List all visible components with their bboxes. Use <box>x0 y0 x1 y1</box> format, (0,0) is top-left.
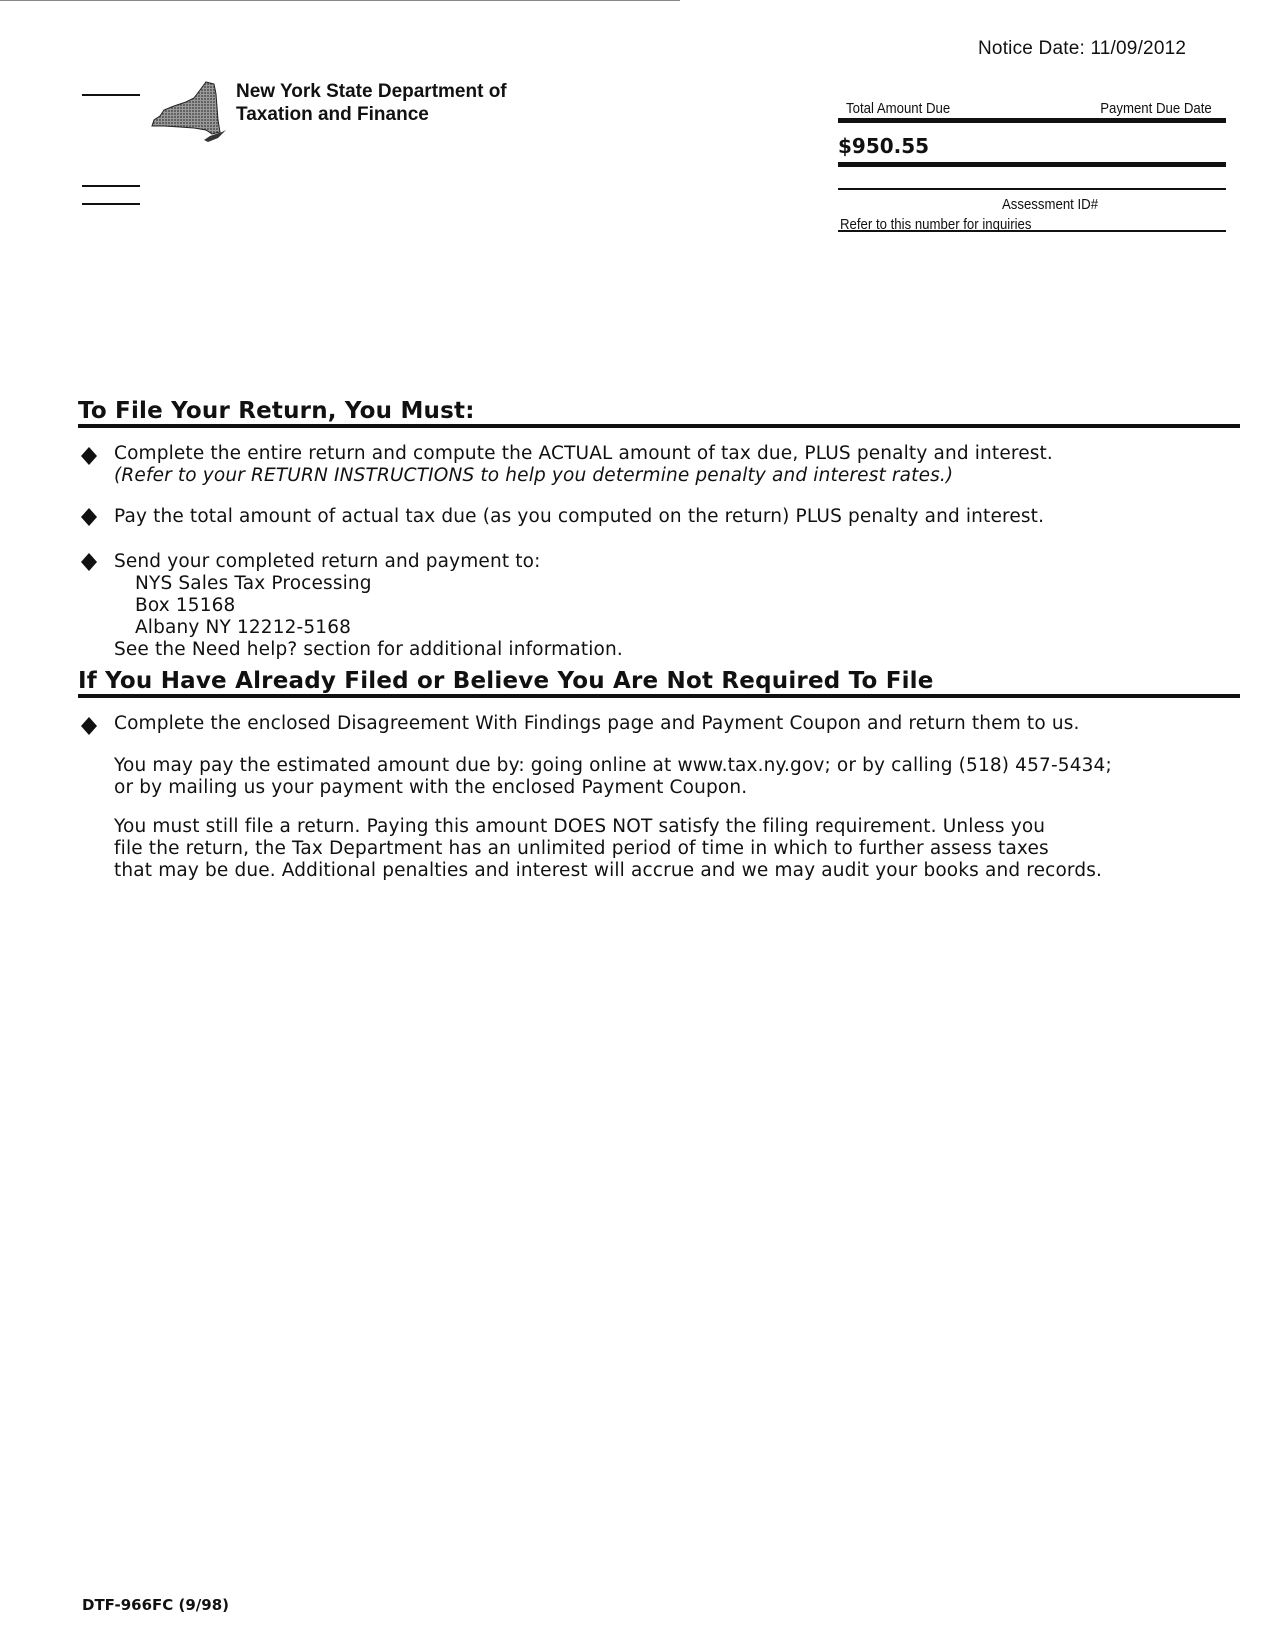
total-amount-due-label: Total Amount Due <box>846 100 951 117</box>
need-help-reference: See the Need help? section for additional information. <box>114 639 623 660</box>
margin-dash <box>82 185 140 187</box>
margin-dash <box>82 94 140 96</box>
mailing-address-line: Albany NY 12212-5168 <box>135 617 352 638</box>
assessment-id-field <box>838 190 1226 238</box>
amount-due-box <box>838 96 1226 232</box>
instruction-compute-tax-note: (Refer to your RETURN INSTRUCTIONS to help you determine penalty and interest rates.) <box>114 465 954 486</box>
filing-requirement-line: file the return, the Tax Department has an unlimited period of time in which to further assess taxes <box>114 838 1049 859</box>
send-return-intro: Send your completed return and payment to: <box>114 551 541 572</box>
filing-requirement-line: You must still file a return. Paying this amount DOES NOT satisfy the filing requirement. Unless you <box>114 816 1046 837</box>
agency-name-line1: New York State Department of <box>236 81 507 102</box>
section-rule <box>78 424 1240 428</box>
total-amount-due-value: $950.55 <box>838 134 930 158</box>
amount-box-header <box>838 96 1226 118</box>
scan-edge-line <box>0 0 680 1</box>
assessment-id-label: Assessment ID# <box>1001 196 1099 213</box>
section-heading-already-filed: If You Have Already Filed or Believe You Are Not Required To File <box>78 668 934 694</box>
section-heading-file-return: To File Your Return, You Must: <box>78 398 475 424</box>
payment-due-date-label: Payment Due Date <box>1100 100 1212 117</box>
form-id: DTF-966FC (9/98) <box>82 1596 229 1614</box>
agency-name-line2: Taxation and Finance <box>236 104 429 125</box>
notice-date-value: 11/09/2012 <box>1090 38 1187 59</box>
notice-date <box>978 38 1186 60</box>
margin-dash <box>82 203 140 205</box>
diamond-bullet-icon <box>80 717 98 735</box>
diamond-bullet-icon <box>80 508 98 526</box>
instruction-pay-total: Pay the total amount of actual tax due (as you computed on the return) PLUS penalty and interest. <box>114 506 1045 527</box>
section-rule <box>78 694 1240 698</box>
mailing-address-line: NYS Sales Tax Processing <box>135 573 372 594</box>
assessment-id-note: Refer to this number for inquiries <box>840 216 1032 233</box>
mailing-address-line: Box 15168 <box>135 595 236 616</box>
agency-name <box>236 80 507 126</box>
instruction-send-return <box>114 551 623 661</box>
instruction-disagreement: Complete the enclosed Disagreement With Findings page and Payment Coupon and return them to us. <box>114 713 1080 734</box>
payment-options-line: or by mailing us your payment with the enclosed Payment Coupon. <box>114 777 748 798</box>
filing-requirement-line: that may be due. Additional penalties and interest will accrue and we may audit your books and records. <box>114 860 1103 881</box>
new-york-state-map-logo <box>150 80 226 146</box>
notice-date-label: Notice Date: <box>978 38 1085 59</box>
payment-options-line: You may pay the estimated amount due by: going online at www.tax.ny.gov; or by calling (518) 457-5434; <box>114 755 1112 776</box>
instruction-compute-tax: Complete the entire return and compute the ACTUAL amount of tax due, PLUS penalty and interest. <box>114 443 1053 464</box>
filing-requirement-paragraph <box>114 816 1102 882</box>
payment-options-paragraph <box>114 755 1112 799</box>
diamond-bullet-icon <box>80 553 98 571</box>
diamond-bullet-icon <box>80 447 98 465</box>
